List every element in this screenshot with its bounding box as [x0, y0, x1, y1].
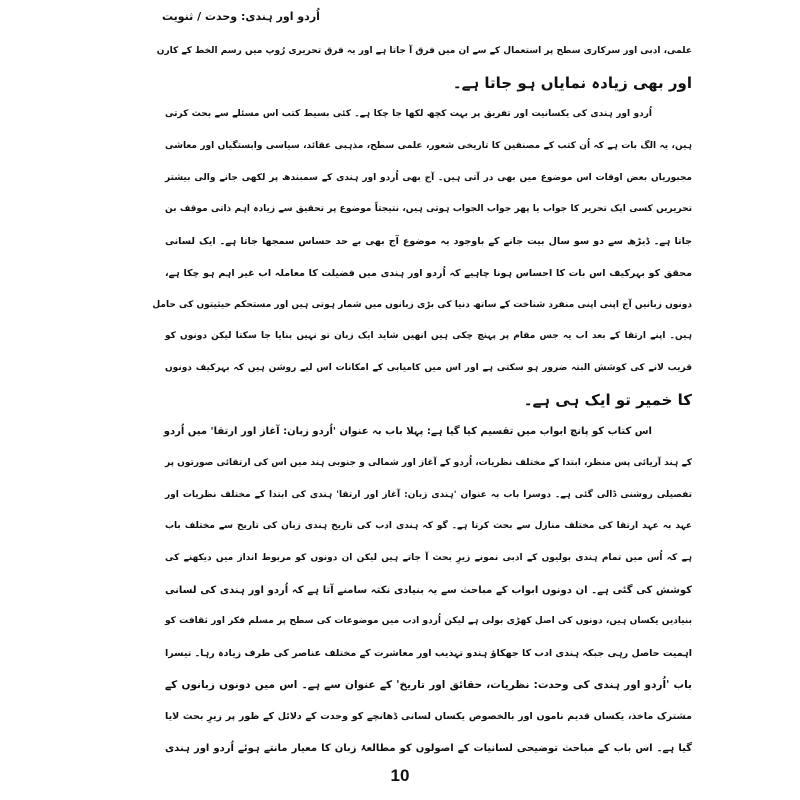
text-line: دونوں زبانیں آج اپنی اپنی منفرد شناخت کے ساتھ دنیا کی بڑی زبانوں میں شمار ہوتی ہیں اور مستحکم حیثیتوں کی حامل [152, 299, 692, 310]
text-line: تفصیلی روشنی ڈالی گئی ہے۔ دوسرا باب بہ عنوان 'ہندی زبان: آغاز اور ارتقا' ہندی کی ابتدا کے مختلف نظریات اور [165, 489, 692, 500]
text-line: گیا ہے۔ اس باب کے مباحث توضیحی لسانیات کے اصولوں کو مطالعۂ زبان کا معیار مانتے ہوئے اُردو اور ہندی [165, 743, 692, 755]
text-line: مجبوریاں بعض اوقات اس موضوع میں بھی در آتی ہیں۔ آج بھی اُردو اور ہندی کے سمبندھ پر لکھی جانے والی بیشتر [165, 172, 692, 183]
text-line: محقق کو بہرکیف اس بات کا احساس ہونا چاہیے کہ اُردو اور ہندی میں فضیلت کا معاملہ اب غیر اہم ہو چکا ہے، [165, 267, 692, 279]
running-header: اُردو اور ہندی: وحدت / ثنویت [162, 10, 320, 23]
text-line: اُردو اور ہندی کی یکسانیت اور تفریق پر بہت کچھ لکھا جا چکا ہے۔ کئی بسیط کتب اس مسئلے سے بحث کرتی [165, 109, 652, 120]
text-line: اس کتاب کو پانچ ابواب میں تقسیم کیا گیا ہے: پہلا باب بہ عنوان 'اُردو زبان: آغاز اور ارتقا' میں اُردو [163, 426, 652, 438]
text-line: قریب لانے کی کوشش البتہ ضرور ہو سکتی ہے اور اس میں کامیابی کے امکانات اس لیے روشن ہیں کہ بہرکیف دونوں [165, 362, 692, 373]
text-line: علمی، ادبی اور سرکاری سطح پر استعمال کے سے ان میں فرق آ جاتا ہے اور یہ فرق تحریری رُوپ میں رسم الخط کے کارن [156, 46, 692, 56]
text-line: عہد بہ عہد ارتقا کی مختلف منازل سے بحث کرتا ہے۔ گو کہ ہندی ادب کی تاریخ ہندی زبان کی تاریخ سے مختلف باب [165, 521, 692, 532]
text-line: کا خمیر تو ایک ہی ہے۔ [523, 390, 692, 409]
text-line: کے ہند آریائی پس منظر، ابتدا کے مختلف نظریات، اُردو کے آغاز اور شمالی و جنوبی ہند میں اس کی ارتقائی صورتوں پر [165, 457, 692, 468]
text-line: ہے کہ اُس میں تمام ہندی بولیوں کے ادبی نمونے زیرِ بحث آ جاتے ہیں لیکن ان دونوں کو مربوط انداز میں دیکھنے کی [165, 553, 692, 563]
page-number: 10 [390, 766, 410, 785]
text-line: ہیں۔ اپنے ارتقا کے بعد اب یہ جس مقام پر پہنچ چکی ہیں انھیں شاید ایک زبان تو نہیں بنایا جا سکتا لیکن دونوں کو [165, 331, 692, 342]
text-line: ہیں، یہ الگ بات ہے کہ اُن کتب کے مصنفین کا تاریخی شعور، علمی سطح، مذہبی عقائد، سیاسی وابستگیاں اور معاشی [165, 141, 692, 152]
body-text [152, 36, 692, 765]
text-line: تحریریں کسی ایک تحریر کا جواب یا پھر جواب الجواب ہوتی ہیں، نتیجتاً موضوع پر تحقیق سے زیادہ اہم ذاتی موقف بن [165, 204, 692, 215]
text-line: مشترک ماخذ، یکساں قدیم ناموں اور بالخصوص یکساں لسانی ڈھانچے کو وحدت کے دلائل کے طور پر زیرِ بحث لایا [165, 711, 692, 723]
text-line: اہمیت حاصل رہی جبکہ ہندی ادب کا جھکاؤ ہندو تہذیب اور معاشرت کے مختلف عناصر کی طرف زیادہ رہا۔ تیسرا [165, 648, 692, 660]
text-line: جاتا ہے۔ ڈیڑھ سے دو سو سال بیت جانے کے باوجود یہ موضوع آج بھی بے حد حساس سمجھا جاتا ہے۔ ایک لسانی [165, 236, 692, 248]
text-line: باب 'اُردو اور ہندی کی وحدت: نظریات، حقائق اور تاریخ' کے عنوان سے ہے۔ اس میں دونوں زبانوں کے [165, 678, 692, 691]
text-line: کوشش کی گئی ہے۔ ان دونوں ابواب کے مباحث سے یہ بنیادی نکتہ سامنے آتا ہے کہ اُردو اور ہندی کی لسانی [165, 584, 692, 596]
text-line: بنیادیں یکساں ہیں، دونوں کی اصل کھڑی بولی ہے لیکن اُردو ادب میں موضوعات کی سطح پر مسلم فکر اور ثقافت کو [165, 616, 692, 627]
text-line: اور بھی زیادہ نمایاں ہو جاتا ہے۔ [452, 73, 692, 92]
